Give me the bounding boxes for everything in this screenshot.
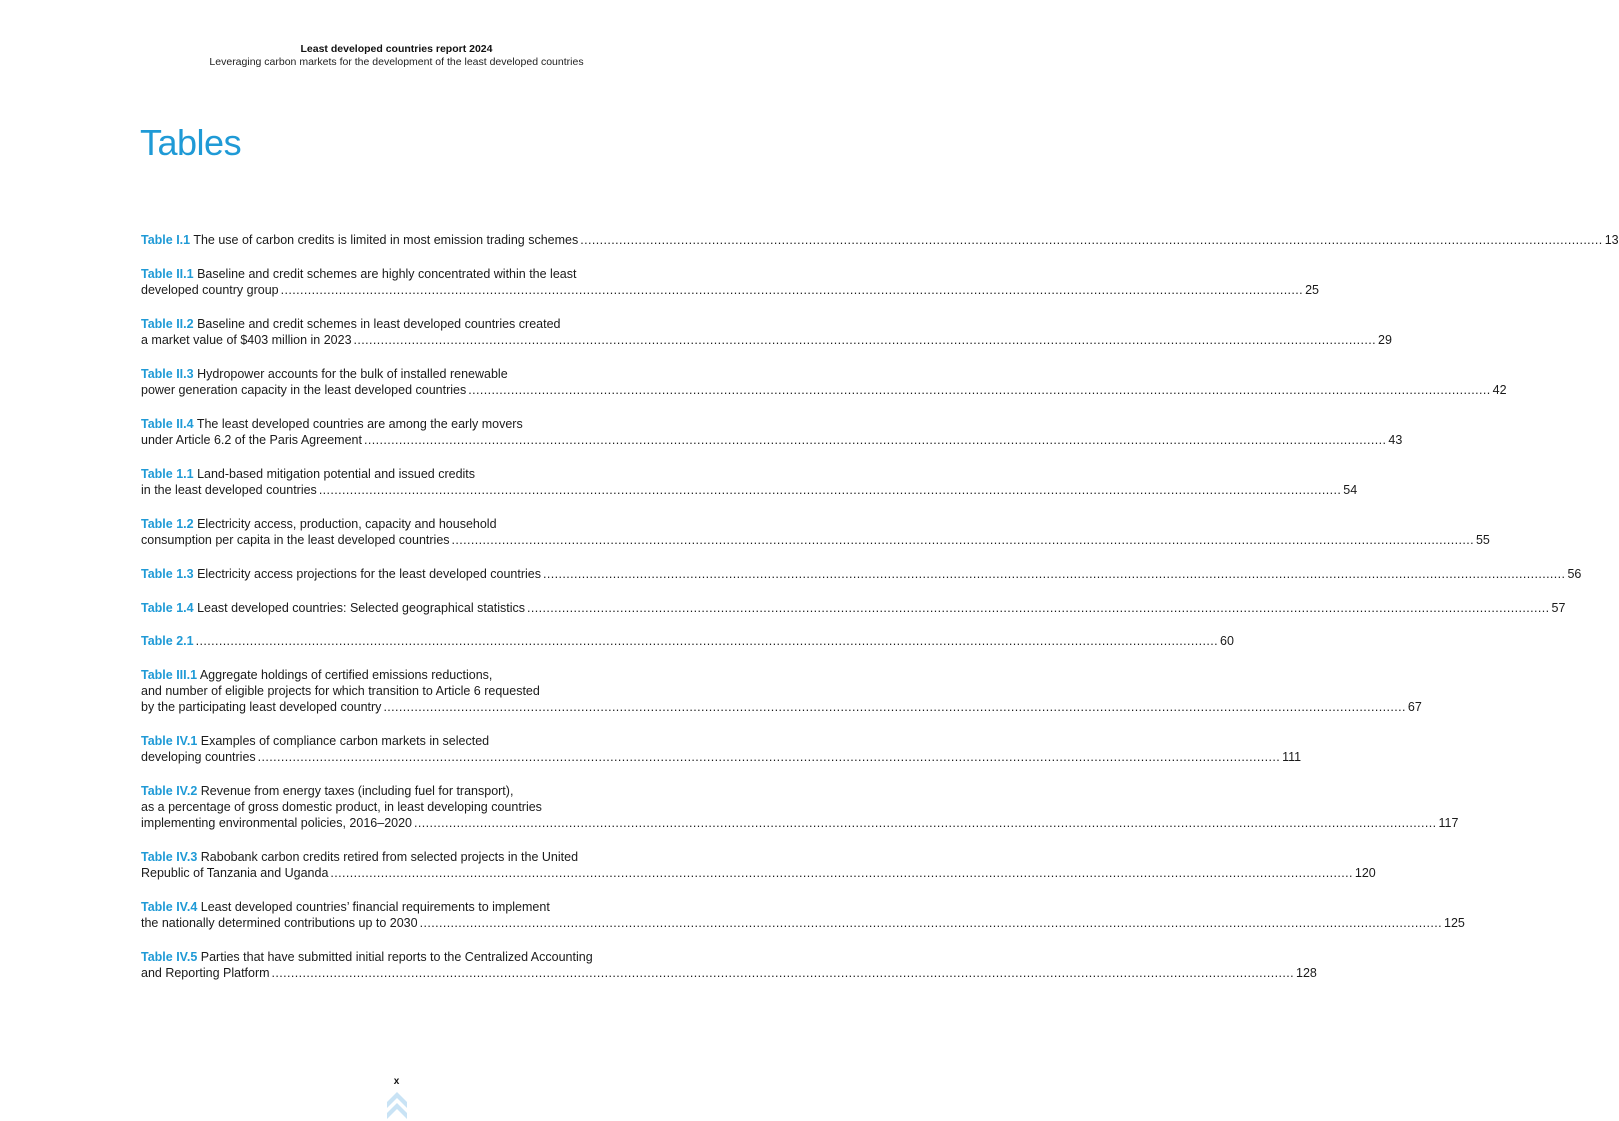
toc-entry-text: [141, 266, 576, 282]
tables-list: [141, 232, 1619, 981]
toc-entry[interactable]: [141, 232, 1619, 248]
toc-entry-title: Baseline and credit schemes are highly concentrated within the least: [197, 267, 577, 281]
toc-entry-title: Baseline and credit schemes in least developed countries created: [197, 317, 561, 331]
toc-page-number[interactable]: 13: [1604, 233, 1619, 247]
toc-entry-text: [141, 849, 578, 865]
page-number: x: [393, 1076, 400, 1087]
toc-entry-title: developed country group: [141, 283, 279, 297]
toc-entry-line: [141, 865, 1376, 881]
toc-entry[interactable]: [141, 366, 1507, 398]
toc-entry-text: [141, 282, 279, 298]
toc-page-number[interactable]: 117: [1438, 816, 1459, 830]
toc-entry[interactable]: [141, 466, 1358, 498]
toc-entry-text: [141, 466, 475, 482]
toc-entry-text: [141, 232, 578, 248]
toc-entry-title: power generation capacity in the least developed countries: [141, 383, 467, 397]
toc-entry-label[interactable]: Table II.4: [141, 417, 194, 431]
toc-entry[interactable]: [141, 733, 1302, 765]
toc-entry-title: The use of carbon credits is limited in most emission trading schemes: [193, 233, 579, 247]
toc-entry[interactable]: [141, 667, 1422, 715]
toc-entry-line: [141, 566, 1582, 582]
dot-leader: [330, 865, 1352, 881]
toc-entry-title: and number of eligible projects for which transition to Article 6 requested: [141, 684, 540, 698]
toc-entry-label[interactable]: Table IV.2: [141, 784, 198, 798]
toc-entry-title: Land-based mitigation potential and issued credits: [197, 467, 476, 481]
toc-entry-line: [141, 482, 1358, 498]
toc-entry[interactable]: [141, 849, 1376, 881]
toc-entry-title: Examples of compliance carbon markets in selected: [200, 734, 490, 748]
toc-entry-line: [141, 232, 1619, 248]
page-footer: [0, 1076, 793, 1119]
toc-entry-text: [141, 683, 540, 699]
toc-entry-line: [141, 416, 648, 432]
toc-entry-line: [141, 783, 648, 799]
toc-page-number[interactable]: 128: [1296, 966, 1317, 980]
dot-leader: [354, 332, 1376, 348]
dot-leader: [383, 699, 1405, 715]
toc-entry-text: [141, 366, 508, 382]
toc-entry[interactable]: [141, 566, 1582, 582]
toc-entry-title: Electricity access projections for the least developed countries: [197, 567, 541, 581]
toc-entry-title: Republic of Tanzania and Uganda: [141, 866, 329, 880]
toc-entry-text: [141, 382, 466, 398]
toc-entry-title: Least developed countries: Selected geographical statistics: [197, 601, 526, 615]
toc-entry-title: consumption per capita in the least developed countries: [141, 533, 450, 547]
toc-entry-label[interactable]: Table IV.4: [141, 900, 198, 914]
toc-entry-text: [141, 482, 317, 498]
toc-entry-line: [141, 266, 648, 282]
toc-entry-label[interactable]: Table 2.1: [141, 634, 194, 648]
toc-entry-title: Aggregate holdings of certified emissions reductions,: [199, 668, 493, 682]
dot-leader: [527, 600, 1549, 616]
toc-entry-line: [141, 366, 648, 382]
toc-entry-line: [141, 683, 648, 699]
report-subtitle: Leveraging carbon markets for the development of the least developed countries: [209, 56, 584, 68]
toc-entry[interactable]: [141, 316, 1392, 348]
toc-entry-line: [141, 282, 1319, 298]
toc-entry-line: [141, 516, 648, 532]
toc-entry-text: [141, 633, 194, 649]
toc-entry-line: [141, 432, 1403, 448]
dot-leader: [258, 749, 1280, 765]
toc-page-number[interactable]: 42: [1492, 383, 1507, 397]
toc-entry[interactable]: [141, 783, 1459, 831]
toc-entry-line: [141, 899, 648, 915]
toc-entry-text: [141, 965, 270, 981]
toc-entry-line: [141, 600, 1566, 616]
toc-entry-title: The least developed countries are among the early movers: [196, 417, 523, 431]
toc-entry-label[interactable]: Table II.2: [141, 317, 194, 331]
dot-leader: [196, 633, 1218, 649]
toc-entry-text: [141, 783, 513, 799]
toc-entry-line: [141, 915, 1465, 931]
toc-entry-text: [141, 566, 541, 582]
toc-entry-title: as a percentage of gross domestic product, in least developing countries: [141, 800, 542, 814]
toc-entry-label[interactable]: Table IV.3: [141, 850, 198, 864]
toc-entry[interactable]: [141, 416, 1403, 448]
toc-entry-title: a market value of $403 million in 2023: [141, 333, 352, 347]
toc-entry[interactable]: [141, 266, 1319, 298]
toc-entry-line: [141, 382, 1507, 398]
toc-entry-text: [141, 516, 497, 532]
toc-entry-title: the nationally determined contributions up to 2030: [141, 916, 418, 930]
toc-entry-text: [141, 332, 352, 348]
dot-leader: [452, 532, 1474, 548]
toc-entry-text: [141, 915, 418, 931]
toc-page-number[interactable]: 60: [1220, 634, 1234, 648]
dot-leader: [364, 432, 1386, 448]
toc-entry[interactable]: [141, 949, 1317, 981]
double-chevron-up-icon: [386, 1089, 408, 1119]
toc-entry-label[interactable]: Table 1.2: [141, 517, 194, 531]
toc-page-number[interactable]: 43: [1388, 433, 1403, 447]
toc-page-number[interactable]: 67: [1407, 700, 1422, 714]
toc-entry-line: [141, 667, 648, 683]
toc-entry-text: [141, 600, 525, 616]
toc-entry-label[interactable]: Table 1.4: [141, 601, 194, 615]
toc-entry-label[interactable]: Table IV.1: [141, 734, 198, 748]
toc-entry-label[interactable]: Table IV.5: [141, 950, 198, 964]
toc-entry-text: [141, 699, 381, 715]
toc-entry[interactable]: [141, 899, 1465, 931]
toc-entry-line: [141, 699, 1422, 715]
toc-entry-title: and Reporting Platform: [141, 966, 270, 980]
dot-leader: [543, 566, 1565, 582]
toc-entry-title: under Article 6.2 of the Paris Agreement: [141, 433, 362, 447]
toc-entry-text: [141, 799, 542, 815]
toc-entry-text: [141, 815, 412, 831]
toc-entry-label[interactable]: Table I.1: [141, 233, 191, 247]
toc-entry[interactable]: [141, 633, 1234, 649]
toc-page-number[interactable]: 25: [1305, 283, 1319, 297]
dot-leader: [420, 915, 1442, 931]
toc-entry-line: [141, 316, 648, 332]
toc-entry-line: [141, 633, 1234, 649]
toc-page-number[interactable]: 111: [1282, 750, 1302, 764]
toc-entry-text: [141, 667, 492, 683]
toc-entry-label[interactable]: Table III.1: [141, 668, 198, 682]
toc-entry-text: [141, 316, 560, 332]
toc-page-number[interactable]: 55: [1475, 533, 1490, 547]
toc-entry-text: [141, 899, 550, 915]
toc-entry-label[interactable]: Table II.3: [141, 367, 194, 381]
toc-page-number[interactable]: 125: [1444, 916, 1465, 930]
toc-entry-label[interactable]: Table 1.1: [141, 467, 194, 481]
toc-entry[interactable]: [141, 600, 1566, 616]
toc-entry-title: developing countries: [141, 750, 256, 764]
toc-entry-line: [141, 849, 648, 865]
toc-page-number[interactable]: 56: [1567, 567, 1582, 581]
toc-page-number[interactable]: 57: [1551, 601, 1566, 615]
page-title: Tables: [140, 122, 242, 163]
toc-entry-line: [141, 733, 648, 749]
toc-entry-title: Parties that have submitted initial reports to the Centralized Accounting: [200, 950, 593, 964]
toc-entry-text: [141, 532, 450, 548]
toc-entry-line: [141, 749, 1302, 765]
toc-entry-line: [141, 799, 648, 815]
toc-entry-line: [141, 949, 648, 965]
dot-leader: [319, 482, 1341, 498]
toc-entry-title: Least developed countries’ financial requirements to implement: [200, 900, 550, 914]
toc-entry-title: Hydropower accounts for the bulk of installed renewable: [197, 367, 508, 381]
toc-entry-title: Electricity access, production, capacity and household: [197, 517, 497, 531]
toc-entry-title: in the least developed countries: [141, 483, 317, 497]
dot-leader: [272, 965, 1294, 981]
toc-entry-title: Revenue from energy taxes (including fuel for transport),: [200, 784, 514, 798]
toc-entry[interactable]: [141, 516, 1490, 548]
toc-entry-label[interactable]: Table II.1: [141, 267, 194, 281]
toc-page-number[interactable]: 29: [1378, 333, 1392, 347]
running-header: [0, 42, 793, 69]
toc-entry-text: [141, 949, 593, 965]
toc-entry-line: [141, 332, 1392, 348]
toc-entry-text: [141, 733, 489, 749]
dot-leader: [414, 815, 1436, 831]
toc-entry-label[interactable]: Table 1.3: [141, 567, 194, 581]
toc-page-number[interactable]: 54: [1343, 483, 1358, 497]
toc-entry-text: [141, 432, 362, 448]
report-title: Least developed countries report 2024: [300, 43, 493, 55]
toc-entry-text: [141, 749, 256, 765]
toc-entry-text: [141, 416, 523, 432]
toc-entry-title: by the participating least developed country: [141, 700, 382, 714]
toc-entry-title: Rabobank carbon credits retired from selected projects in the United: [200, 850, 579, 864]
toc-entry-title: implementing environmental policies, 2016–2020: [141, 816, 413, 830]
dot-leader: [281, 282, 1303, 298]
toc-entry-line: [141, 466, 648, 482]
toc-entry-text: [141, 865, 328, 881]
toc-entry-line: [141, 965, 1317, 981]
dot-leader: [580, 232, 1602, 248]
toc-entry-line: [141, 815, 1459, 831]
dot-leader: [468, 382, 1490, 398]
toc-entry-line: [141, 532, 1490, 548]
toc-page-number[interactable]: 120: [1354, 866, 1376, 880]
